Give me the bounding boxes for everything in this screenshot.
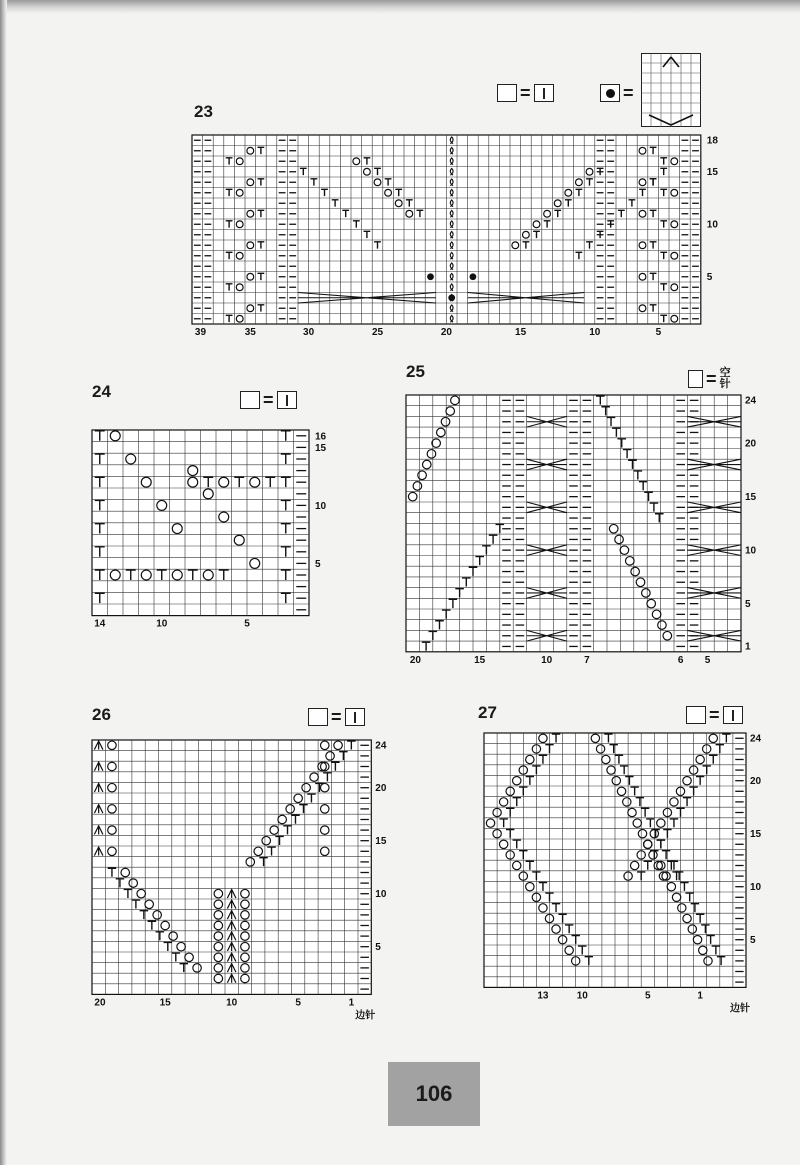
edge-stitch-label: 边针 xyxy=(730,1003,750,1015)
row-number-label: 24 xyxy=(375,740,387,752)
row-number-label: 5 xyxy=(750,934,756,946)
row-number-label: 10 xyxy=(750,881,762,893)
row-number-label: 5 xyxy=(315,558,321,570)
row-number-label: 10 xyxy=(745,545,757,557)
chart-26-number: 26 xyxy=(92,705,111,724)
grid-lines xyxy=(406,395,741,652)
page-top-edge xyxy=(0,0,800,14)
stitch-number-label: 1 xyxy=(697,990,703,1002)
chart-23-legend-bobble: = xyxy=(600,84,634,102)
row-number-label: 24 xyxy=(745,395,757,407)
blank-square-icon xyxy=(240,391,260,409)
chart-24-grid xyxy=(90,428,327,630)
row-number-label: 5 xyxy=(745,598,751,610)
chart-25-legend: = 空针 xyxy=(688,368,736,390)
blank-square-icon xyxy=(308,708,328,726)
row-number-label: 5 xyxy=(375,941,381,953)
row-number-label: 10 xyxy=(706,219,718,231)
blank-square-icon xyxy=(686,706,706,724)
chart-24-number: 24 xyxy=(92,382,111,401)
row-number-label: 24 xyxy=(750,733,762,745)
stitch-number-label: 1 xyxy=(348,997,355,1009)
grid-lines xyxy=(92,430,309,616)
chart-25-grid xyxy=(404,393,757,668)
purl-bar-icon xyxy=(345,708,365,726)
stitch-number-label: 5 xyxy=(704,654,711,666)
stitch-number-label: 15 xyxy=(159,997,171,1009)
stitch-number-label: 20 xyxy=(94,997,106,1009)
stitch-number-label: 5 xyxy=(295,997,301,1009)
stitch-number-label: 10 xyxy=(576,990,588,1002)
row-number-label: 1 xyxy=(745,641,751,653)
chart-27-legend: = xyxy=(686,706,743,724)
stitch-number-label: 35 xyxy=(244,327,256,338)
row-number-label: 15 xyxy=(375,835,387,847)
row-number-label: 18 xyxy=(706,135,718,147)
stitch-number-label: 13 xyxy=(537,990,549,1002)
row-number-label: 20 xyxy=(750,775,762,787)
bobble-icon xyxy=(470,273,477,280)
row-number-label: 15 xyxy=(745,491,757,503)
blank-square-icon xyxy=(497,84,517,102)
stitch-number-label: 10 xyxy=(589,327,601,338)
stitch-number-label: 15 xyxy=(474,654,486,666)
stitch-number-label: 30 xyxy=(303,327,315,338)
chart-23-grid xyxy=(190,133,718,338)
row-number-label: 15 xyxy=(750,828,762,840)
grid-lines xyxy=(192,135,701,324)
row-number-label: 10 xyxy=(315,500,327,512)
stitch-number-label: 10 xyxy=(156,618,168,630)
purl-bar-icon xyxy=(277,391,297,409)
chart-24-legend: = xyxy=(240,391,297,409)
page-number xyxy=(388,1062,480,1126)
row-number-label: 20 xyxy=(375,782,387,794)
bobble-diagram-icon xyxy=(641,53,701,127)
stitch-number-label: 10 xyxy=(541,654,553,666)
blank-square-icon xyxy=(688,370,703,388)
chart-27-number: 27 xyxy=(478,703,497,722)
chart-23-number: 23 xyxy=(194,102,213,121)
purl-bar-icon xyxy=(534,84,554,102)
purl-bar-icon xyxy=(723,706,743,724)
stitch-number-label: 10 xyxy=(226,997,238,1009)
stitch-number-label: 5 xyxy=(644,990,651,1002)
row-number-label: 10 xyxy=(375,888,387,900)
row-number-label: 5 xyxy=(706,271,713,283)
stitch-number-label: 25 xyxy=(371,327,384,338)
chart-25-number: 25 xyxy=(406,362,425,381)
stitch-number-label: 7 xyxy=(584,654,590,666)
stitch-number-label: 5 xyxy=(655,327,662,338)
stitch-number-label: 20 xyxy=(409,654,421,666)
bobble-icon xyxy=(448,294,455,301)
stitch-number-label: 15 xyxy=(515,327,527,338)
stitch-number-label: 6 xyxy=(677,654,684,666)
stitch-number-label: 14 xyxy=(94,618,106,630)
stitch-number-label: 39 xyxy=(194,327,207,338)
stitch-number-label: 5 xyxy=(244,618,250,630)
row-number-label: 15 xyxy=(706,166,718,178)
chart-26-legend: = xyxy=(308,708,365,726)
chart-23-legend-purl: = xyxy=(497,84,554,102)
page-spine xyxy=(0,0,7,1165)
row-number-label: 20 xyxy=(745,438,757,450)
page-number-text: 106 xyxy=(415,1081,453,1106)
row-number-label: 16 xyxy=(315,431,327,443)
chart-27-grid xyxy=(482,731,772,1015)
bobble-icon xyxy=(427,273,434,280)
bobble-icon xyxy=(600,84,620,102)
edge-stitch-label: 边针 xyxy=(355,1010,376,1022)
row-number-label: 15 xyxy=(315,442,327,454)
stitch-number-label: 20 xyxy=(440,327,452,338)
chart-26-grid xyxy=(90,738,390,1022)
